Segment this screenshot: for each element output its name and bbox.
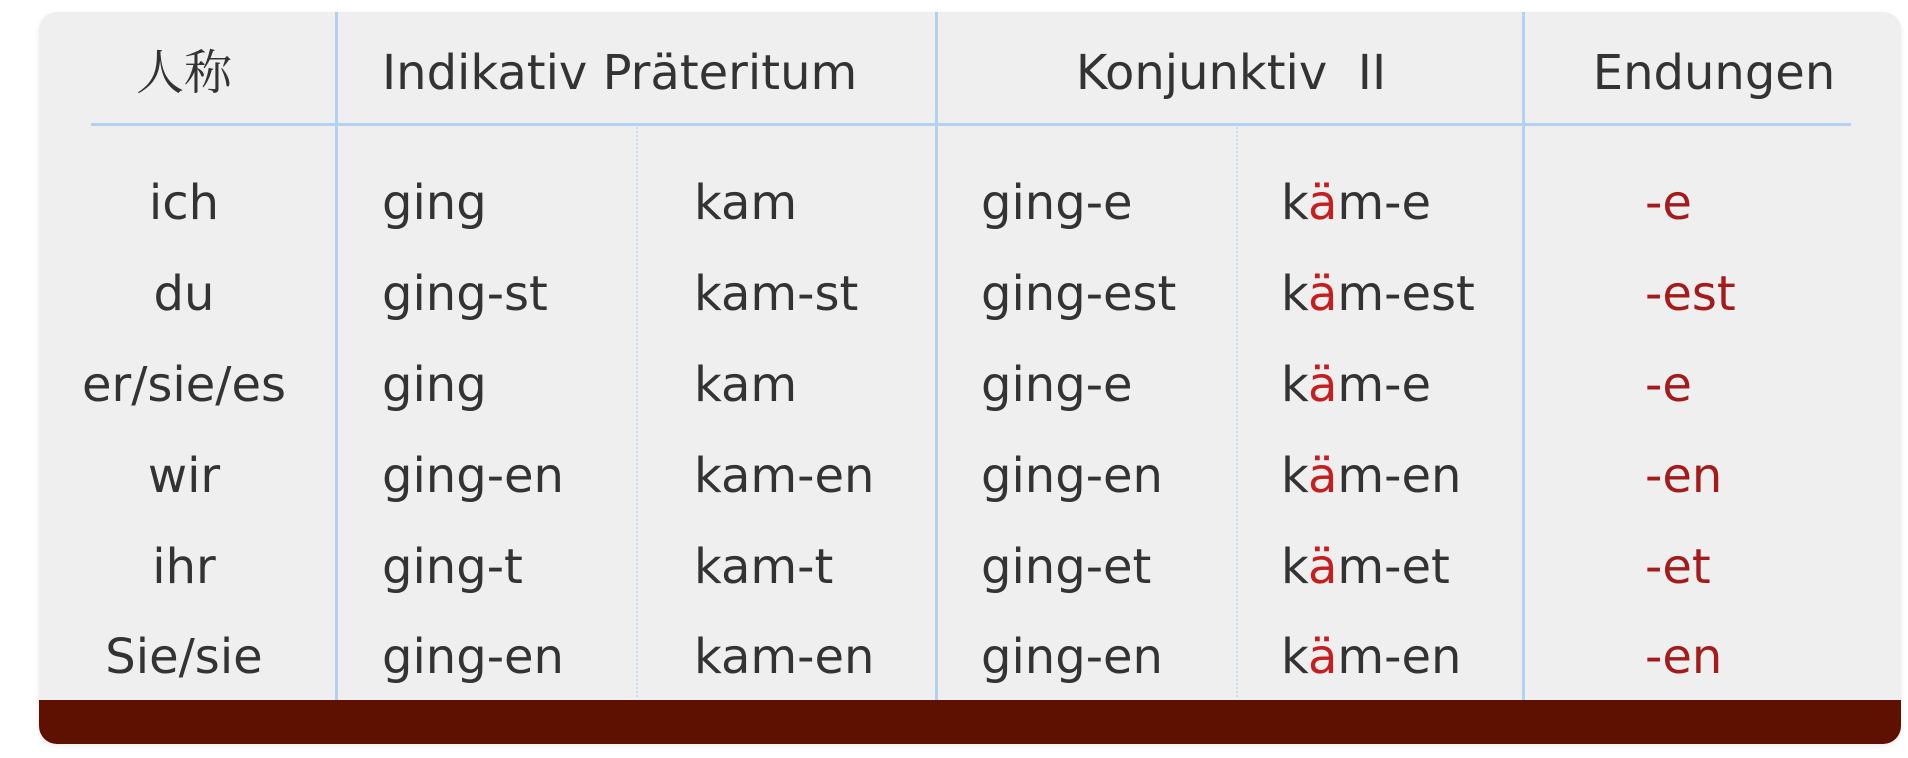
cell-konjunktiv-kommen: käm-en	[1281, 448, 1462, 504]
cell-ending: -en	[1645, 448, 1723, 504]
cell-indikativ-gehen: ging-st	[382, 266, 548, 322]
cell-ending: -en	[1645, 629, 1723, 685]
cell-konjunktiv-gehen: ging-est	[981, 266, 1177, 322]
cell-indikativ-kommen: kam-en	[694, 629, 875, 685]
cell-person: du	[153, 266, 215, 322]
umlaut-highlight: ä	[1307, 629, 1338, 685]
cell-konjunktiv-gehen: ging-e	[981, 357, 1133, 413]
cell-indikativ-kommen: kam	[694, 175, 798, 231]
cell-indikativ-kommen: kam-en	[694, 448, 875, 504]
cell-ending: -e	[1645, 175, 1692, 231]
cell-indikativ-gehen: ging	[382, 357, 487, 413]
column-divider	[335, 12, 338, 700]
umlaut-highlight: ä	[1307, 175, 1338, 231]
cell-konjunktiv-kommen: käm-e	[1281, 175, 1431, 231]
dotted-column-divider	[1236, 127, 1238, 697]
cell-person: wir	[147, 448, 221, 504]
column-divider	[935, 12, 938, 700]
cell-indikativ-kommen: kam-t	[694, 539, 834, 595]
cell-indikativ-gehen: ging	[382, 175, 487, 231]
cell-konjunktiv-gehen: ging-et	[981, 539, 1152, 595]
umlaut-highlight: ä	[1307, 448, 1338, 504]
header-person: 人称	[135, 45, 232, 101]
header-divider	[91, 123, 1851, 126]
cell-konjunktiv-kommen: käm-et	[1281, 539, 1450, 595]
cell-konjunktiv-kommen: käm-e	[1281, 357, 1431, 413]
cell-ending: -est	[1645, 266, 1736, 322]
cell-ending: -et	[1645, 539, 1711, 595]
cell-indikativ-gehen: ging-t	[382, 539, 523, 595]
umlaut-highlight: ä	[1307, 266, 1338, 322]
footer-bar	[39, 700, 1901, 744]
cell-konjunktiv-kommen: käm-est	[1281, 266, 1475, 322]
header-konjunktiv-ii: Konjunktiv II	[1075, 45, 1387, 101]
cell-konjunktiv-gehen: ging-e	[981, 175, 1133, 231]
header-indikativ-praeteritum: Indikativ Präteritum	[382, 45, 858, 101]
column-divider	[1522, 12, 1525, 700]
cell-konjunktiv-kommen: käm-en	[1281, 629, 1462, 685]
cell-person: ich	[148, 175, 220, 231]
cell-ending: -e	[1645, 357, 1692, 413]
umlaut-highlight: ä	[1307, 539, 1338, 595]
cell-indikativ-kommen: kam	[694, 357, 798, 413]
cell-indikativ-gehen: ging-en	[382, 448, 564, 504]
cell-person: ihr	[152, 539, 216, 595]
cell-indikativ-gehen: ging-en	[382, 629, 564, 685]
header-endungen: Endungen	[1592, 45, 1836, 101]
cell-konjunktiv-gehen: ging-en	[981, 629, 1163, 685]
cell-person: Sie/sie	[105, 629, 263, 685]
umlaut-highlight: ä	[1307, 357, 1338, 413]
cell-indikativ-kommen: kam-st	[694, 266, 859, 322]
dotted-column-divider	[636, 127, 638, 697]
conjugation-table	[39, 12, 1901, 744]
cell-person: er/sie/es	[81, 357, 287, 413]
cell-konjunktiv-gehen: ging-en	[981, 448, 1163, 504]
